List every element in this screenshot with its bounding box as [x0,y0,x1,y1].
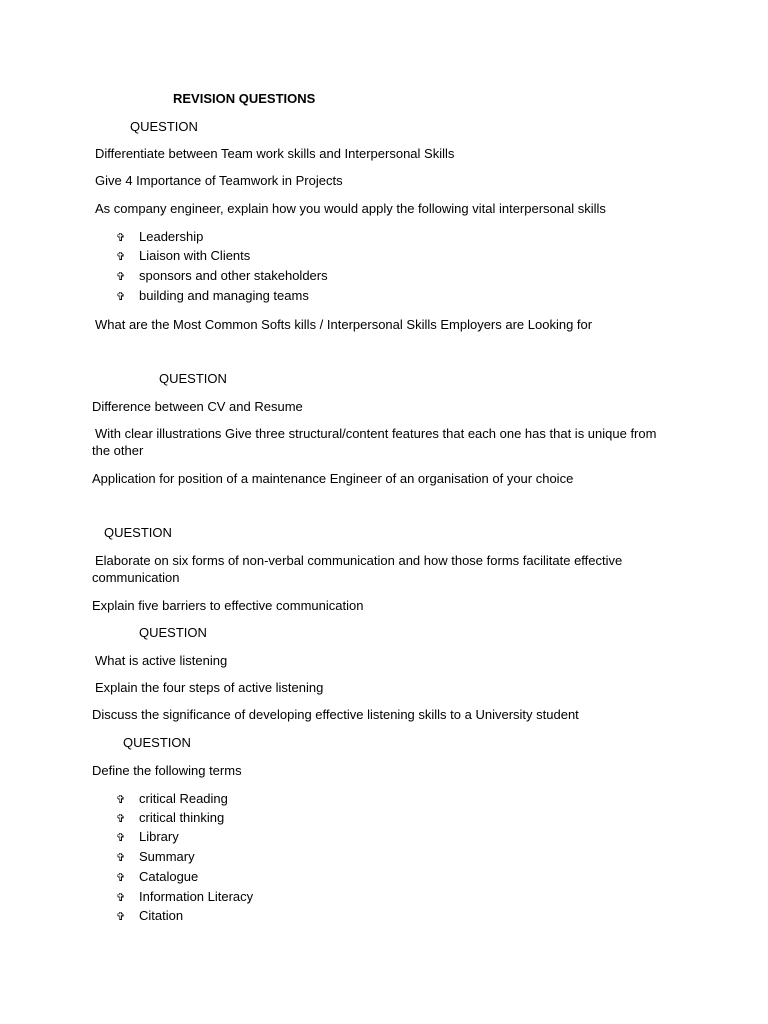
cross-bullet-icon: ✞ [116,910,126,923]
section-1-item-2: Give 4 Importance of Teamwork in Projects [95,173,343,188]
bullet-text: Liaison with Clients [139,248,251,263]
list-item [116,228,203,246]
cross-bullet-icon: ✞ [116,871,126,884]
section-3-item-1: Elaborate on six forms of non-verbal communication and how those forms facilitate effective communication [92,553,623,585]
cross-bullet-icon: ✞ [116,793,126,806]
cross-bullet-icon: ✞ [116,891,126,904]
section-2-item-2: With clear illustrations Give three structural/content features that each one has that is unique from the other [92,426,657,458]
document-title: REVISION QUESTIONS [173,91,316,106]
section-1-heading: QUESTION [130,119,198,134]
bullet-text: Summary [139,849,195,864]
section-1-item-3: As company engineer, explain how you would apply the following vital interpersonal skills [95,201,606,216]
bullet-text: Catalogue [139,869,199,884]
list-item [116,790,228,808]
section-2-heading: QUESTION [159,371,227,386]
section-4-item-2: Explain the four steps of active listening [95,680,324,695]
list-item [116,907,183,925]
bullet-text: critical thinking [139,810,225,825]
list-item [116,287,309,305]
cross-bullet-icon: ✞ [116,231,126,244]
bullet-text: building and managing teams [139,288,309,303]
section-4-item-3: Discuss the significance of developing effective listening skills to a University student [92,707,579,722]
list-item [116,868,198,886]
bullet-text: critical Reading [139,791,228,806]
cross-bullet-icon: ✞ [116,270,126,283]
list-item [116,247,250,265]
cross-bullet-icon: ✞ [116,851,126,864]
cross-bullet-icon: ✞ [116,250,126,263]
bullet-text: Leadership [139,229,204,244]
list-item [116,809,224,827]
section-1-item-1: Differentiate between Team work skills and Interpersonal Skills [95,146,455,161]
section-1-after: What are the Most Common Softs kills / Interpersonal Skills Employers are Looking for [95,317,593,332]
section-4-heading: QUESTION [139,625,207,640]
section-3-heading: QUESTION [104,525,172,540]
cross-bullet-icon: ✞ [116,290,126,303]
list-item [116,848,195,866]
cross-bullet-icon: ✞ [116,812,126,825]
list-item [116,888,253,906]
bullet-text: Library [139,829,179,844]
bullet-text: sponsors and other stakeholders [139,268,328,283]
list-item [116,828,179,846]
section-2-item-1: Difference between CV and Resume [92,399,303,414]
cross-bullet-icon: ✞ [116,831,126,844]
section-5-item-1: Define the following terms [92,763,242,778]
section-4-item-1: What is active listening [95,653,228,668]
bullet-text: Citation [139,908,184,923]
list-item [116,267,328,285]
section-3-item-2: Explain five barriers to effective communication [92,598,364,613]
bullet-text: Information Literacy [139,889,254,904]
section-2-item-3: Application for position of a maintenance Engineer of an organisation of your choice [92,471,574,486]
section-5-heading: QUESTION [123,735,191,750]
